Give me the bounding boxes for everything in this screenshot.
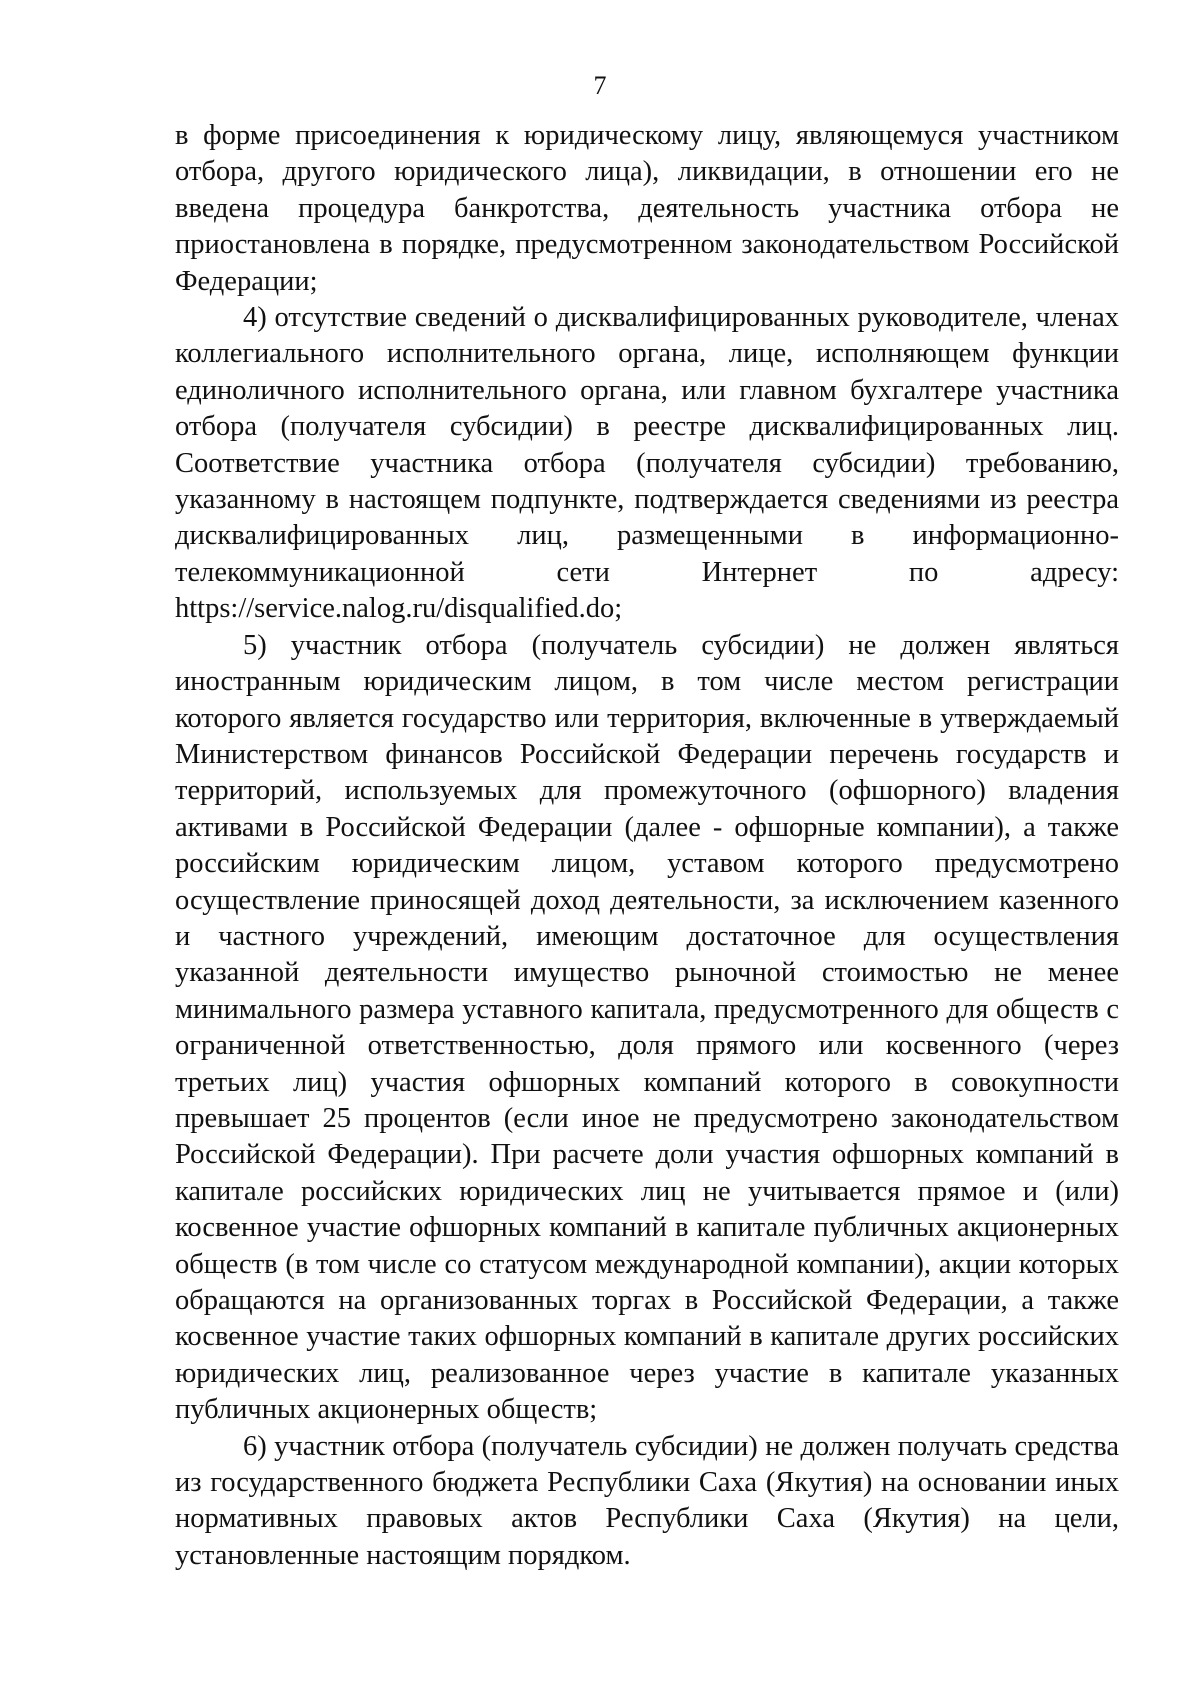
paragraph-item-4: 4) отсутствие сведений о дисквалифицированных руководителе, членах коллегиального исполнительного органа, лице, исполняющем функции единоличного исполнительного органа, или главном бухгалтере участника отбора (получателя субсидии) в реестре дисквалифицированных лиц. Соответствие участника отбора (получателя субсидии) требованию, указанному в настоящем подпункте, подтверждается сведениями из реестра дисквалифицированных лиц, размещенными в информационно-телекоммуникационной сети Интернет по адресу: https://service.nalog.ru/disqualified.do; xyxy=(175,302,1119,625)
paragraph-item-6: 6) участник отбора (получатель субсидии) не должен получать средства из государственного бюджета Республики Саха (Якутия) на основании иных нормативных правовых актов Республики Саха (Якутия) на цели, установленные настоящим порядком. xyxy=(175,1430,1119,1571)
paragraph-item-5: 5) участник отбора (получатель субсидии) не должен являться иностранным юридическим лицом, в том числе местом регистрации которого является государство или территория, включенные в утверждаемый Министерством финансов Российской Федерации перечень государств и территорий, используемых для промежуточного (офшорного) владения активами в Российской Федерации (далее - офшорные компании), а также российским юридическим лицом, уставом которого предусмотрено осуществление приносящей доход деятельности, за исключением казенного и частного учреждений, имеющим достаточное для осуществления указанной деятельности имущество рыночной стоимостью не менее минимального размера уставного капитала, предусмотренного для обществ с ограниченной ответственностью, доля прямого или косвенного (через третьих лиц) участия офшорных компаний которого в совокупности превышает 25 процентов (если иное не предусмотрено законодательством Российской Федерации). При расчете доли участия офшорных компаний в капитале российских юридических лиц не учитывается прямое и (или) косвенное участие офшорных компаний в капитале публичных акционерных обществ (в том числе со статусом международной компании), акции которых обращаются на организованных торгах в Российской Федерации, а также косвенное участие таких офшорных компаний в капитале других российских юридических лиц, реализованное через участие в капитале указанных публичных акционерных обществ; xyxy=(175,629,1119,1426)
document-body xyxy=(175,118,1119,1574)
paragraph-continuation: в форме присоединения к юридическому лицу, являющемуся участником отбора, другого юридического лица), ликвидации, в отношении его не введена процедура банкротства, деятельность участника отбора не приостановлена в порядке, предусмотренном законодательством Российской Федерации; xyxy=(175,120,1119,297)
page-number: 7 xyxy=(593,71,607,100)
